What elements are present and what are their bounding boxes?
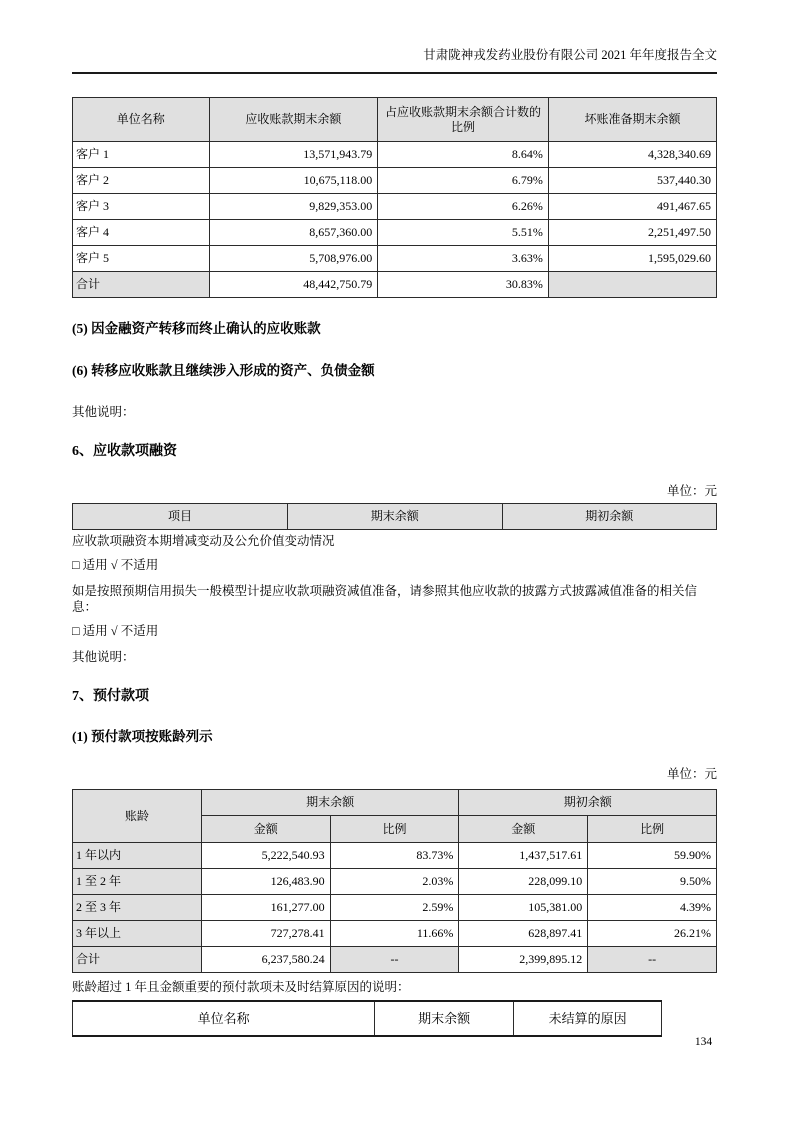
customer-name: 客户 5 [73, 246, 210, 272]
total-label: 合计 [73, 272, 210, 298]
table-row [73, 843, 717, 869]
bad-debt-provision: 2,251,497.50 [548, 220, 716, 246]
applicable-checkbox-line: □ 适用 √ 不适用 [72, 624, 159, 638]
ending-balance: 13,571,943.79 [209, 142, 378, 168]
table-header-row [73, 1001, 662, 1036]
heading-section6: 6、应收款项融资 [72, 444, 177, 459]
aging-bucket: 2 至 3 年 [73, 895, 202, 921]
heading-continuing-involvement: (6) 转移应收账款且继续涉入形成的资产、负债金额 [72, 363, 375, 378]
impairment-disclosure-note: 如是按照预期信用损失一般模型计提应收款项融资减值准备，请参照其他应收款的披露方式披露减值准备的相关信息： [72, 584, 698, 614]
ending-ratio: 2.03% [330, 869, 459, 895]
table-header-row [73, 98, 717, 142]
ending-balance: 10,675,118.00 [209, 168, 378, 194]
beginning-ratio: 4.39% [588, 895, 717, 921]
bad-debt-provision: 1,595,029.60 [548, 246, 716, 272]
aging-bucket: 1 年以内 [73, 843, 202, 869]
table-row [73, 869, 717, 895]
ending-ratio: 2.59% [330, 895, 459, 921]
column-header: 单位名称 [73, 1001, 375, 1036]
ratio: 5.51% [378, 220, 549, 246]
column-header: 坏账准备期末余额 [548, 98, 716, 142]
column-header: 应收账款期末余额 [209, 98, 378, 142]
column-header: 未结算的原因 [514, 1001, 662, 1036]
sub-header-amount: 金额 [201, 816, 330, 843]
bad-debt-provision: 491,467.65 [548, 194, 716, 220]
beginning-amount: 628,897.41 [459, 921, 588, 947]
other-note-label: 其他说明： [72, 405, 135, 419]
receivables-financing-table [72, 503, 717, 530]
group-header-ending: 期末余额 [201, 790, 459, 816]
bad-debt-provision: 537,440.30 [548, 168, 716, 194]
aging-bucket: 3 年以上 [73, 921, 202, 947]
ending-amount: 126,483.90 [201, 869, 330, 895]
unit-label: 单位：元 [666, 767, 717, 781]
customer-name: 客户 4 [73, 220, 210, 246]
table-row [73, 168, 717, 194]
table-row [73, 921, 717, 947]
table-row [73, 194, 717, 220]
header-divider [72, 72, 717, 74]
total-ending-ratio: -- [330, 947, 459, 973]
table-row [73, 220, 717, 246]
aging-over-one-year-note: 账龄超过 1 年且金额重要的预付款项未及时结算原因的说明： [72, 980, 410, 994]
unsettled-prepayments-table [72, 1000, 662, 1037]
column-header: 项目 [73, 504, 288, 530]
table-total-row [73, 947, 717, 973]
financing-change-note: 应收款项融资本期增减变动及公允价值变动情况 [72, 534, 335, 548]
ratio: 6.26% [378, 194, 549, 220]
total-ending-amount: 6,237,580.24 [201, 947, 330, 973]
total-beginning-amount: 2,399,895.12 [459, 947, 588, 973]
table-row [73, 895, 717, 921]
ending-balance: 5,708,976.00 [209, 246, 378, 272]
heading-section7: 7、预付款项 [72, 689, 149, 704]
sub-header-ratio: 比例 [330, 816, 459, 843]
beginning-ratio: 9.50% [588, 869, 717, 895]
total-ending-balance: 48,442,750.79 [209, 272, 378, 298]
page-number: 134 [694, 1036, 713, 1048]
table-header-row [73, 504, 717, 530]
bad-debt-provision: 4,328,340.69 [548, 142, 716, 168]
total-bad-debt-provision [548, 272, 716, 298]
page-content [72, 0, 717, 1037]
column-header: 期初余额 [502, 504, 716, 530]
beginning-amount: 1,437,517.61 [459, 843, 588, 869]
sub-header-amount: 金额 [459, 816, 588, 843]
aging-column-header: 账龄 [73, 790, 202, 843]
heading-prepay-aging: (1) 预付款项按账龄列示 [72, 729, 213, 744]
beginning-ratio: 26.21% [588, 921, 717, 947]
ending-amount: 5,222,540.93 [201, 843, 330, 869]
group-header-beginning: 期初余额 [459, 790, 717, 816]
sub-header-ratio: 比例 [588, 816, 717, 843]
table-row [73, 142, 717, 168]
ending-amount: 727,278.41 [201, 921, 330, 947]
ending-ratio: 11.66% [330, 921, 459, 947]
table-group-header-row [73, 790, 717, 816]
total-ratio: 30.83% [378, 272, 549, 298]
aging-bucket: 1 至 2 年 [73, 869, 202, 895]
ratio: 3.63% [378, 246, 549, 272]
other-note-label: 其他说明： [72, 650, 135, 664]
beginning-amount: 228,099.10 [459, 869, 588, 895]
document-header-title: 甘肃陇神戎发药业股份有限公司 2021 年年度报告全文 [423, 48, 717, 62]
beginning-amount: 105,381.00 [459, 895, 588, 921]
total-beginning-ratio: -- [588, 947, 717, 973]
table-row [73, 246, 717, 272]
table-total-row [73, 272, 717, 298]
applicable-checkbox-line: □ 适用 √ 不适用 [72, 558, 159, 572]
ratio: 6.79% [378, 168, 549, 194]
ending-ratio: 83.73% [330, 843, 459, 869]
ending-amount: 161,277.00 [201, 895, 330, 921]
total-label: 合计 [73, 947, 202, 973]
customer-name: 客户 2 [73, 168, 210, 194]
ending-balance: 9,829,353.00 [209, 194, 378, 220]
beginning-ratio: 59.90% [588, 843, 717, 869]
ending-balance: 8,657,360.00 [209, 220, 378, 246]
prepayments-aging-table [72, 789, 717, 973]
customer-name: 客户 1 [73, 142, 210, 168]
customer-name: 客户 3 [73, 194, 210, 220]
column-header: 期末余额 [288, 504, 502, 530]
unit-label: 单位：元 [666, 484, 717, 498]
column-header: 占应收账款期末余额合计数的比例 [378, 98, 549, 142]
column-header: 单位名称 [73, 98, 210, 142]
receivables-by-customer-table [72, 97, 717, 298]
column-header: 期末余额 [375, 1001, 514, 1036]
heading-derecognized-receivables: (5) 因金融资产转移而终止确认的应收账款 [72, 321, 321, 336]
ratio: 8.64% [378, 142, 549, 168]
